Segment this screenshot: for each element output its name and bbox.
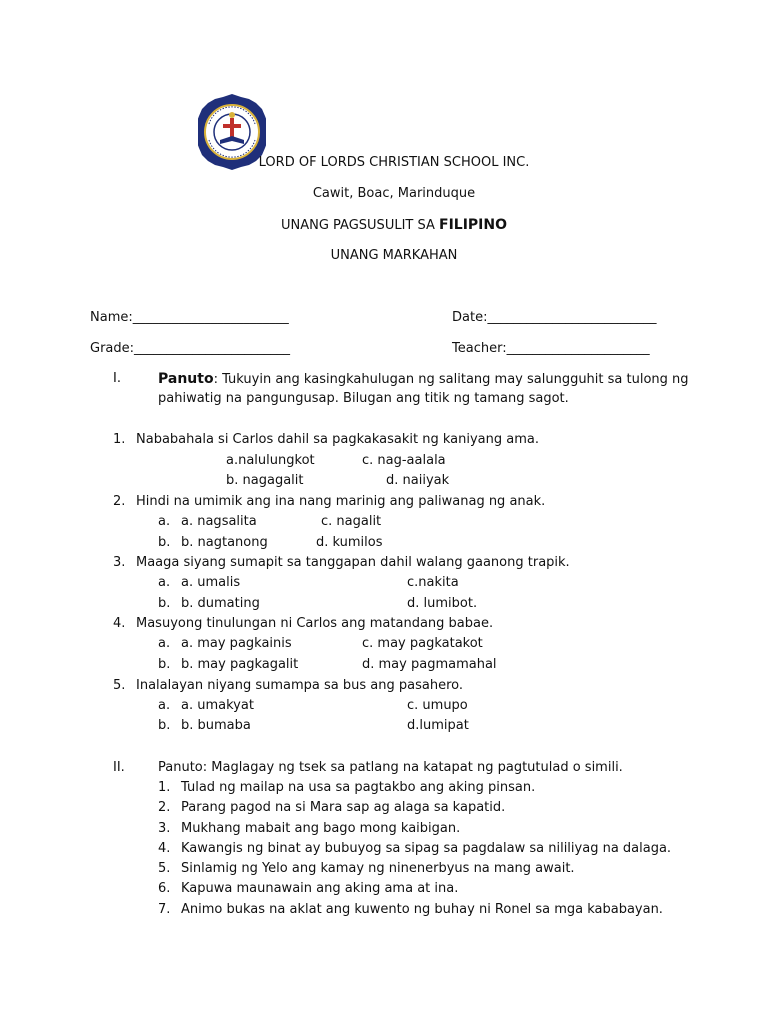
choice: a. nagsalita xyxy=(181,514,257,529)
item-number: 6. xyxy=(158,881,171,896)
school-name: LORD OF LORDS CHRISTIAN SCHOOL INC. xyxy=(258,155,530,170)
choice-bullet: a. xyxy=(158,698,171,713)
choice: c.nakita xyxy=(407,575,459,590)
item-text: Parang pagod na si Mara sap ag alaga sa kapatid. xyxy=(181,800,506,815)
question-text: Nababahala si Carlos dahil sa pagkakasakit ng kaniyang ama. xyxy=(136,432,539,447)
choice-bullet: a. xyxy=(158,575,171,590)
item-text: Mukhang mabait ang bago mong kaibigan. xyxy=(181,821,461,836)
teacher-field: Teacher:______________________ xyxy=(452,341,650,356)
question-number: 4. xyxy=(113,616,126,631)
choice: c. may pagkatakot xyxy=(362,636,483,651)
question-number: 2. xyxy=(113,494,126,509)
question-text: Masuyong tinulungan ni Carlos ang matandang babae. xyxy=(136,616,494,631)
part1-instruction xyxy=(158,371,689,388)
choice: a. may pagkainis xyxy=(181,636,292,651)
item-number: 2. xyxy=(158,800,171,815)
item-number: 7. xyxy=(158,902,171,917)
choice: c. nag-aalala xyxy=(362,453,446,468)
part1-numeral: I. xyxy=(113,371,121,386)
school-address: Cawit, Boac, Marinduque xyxy=(312,186,476,201)
choice: d. lumibot. xyxy=(407,596,478,611)
question-number: 5. xyxy=(113,678,126,693)
choice: c. umupo xyxy=(407,698,468,713)
choice-bullet: a. xyxy=(158,514,171,529)
exam-subject: FILIPINO xyxy=(439,217,507,233)
item-number: 5. xyxy=(158,861,171,876)
choice: a.nalulungkot xyxy=(226,453,315,468)
choice: d.lumipat xyxy=(407,718,469,733)
panuto-text-line1: : Tukuyin ang kasingkahulugan ng salitang may salungguhit sa tulong ng xyxy=(213,372,689,387)
item-number: 3. xyxy=(158,821,171,836)
exam-prefix: UNANG PAGSUSULIT SA xyxy=(280,218,439,233)
choice: b. nagtanong xyxy=(181,535,268,550)
grade-field: Grade:________________________ xyxy=(90,341,291,356)
item-text: Kapuwa maunawain ang aking ama at ina. xyxy=(181,881,459,896)
question-text: Hindi na umimik ang ina nang marinig ang paliwanag ng anak. xyxy=(136,494,546,509)
part2-instruction: Panuto: Maglagay ng tsek sa patlang na katapat ng pagtutulad o simili. xyxy=(158,760,623,775)
choice: b. dumating xyxy=(181,596,260,611)
choice: d. naiiyak xyxy=(386,473,450,488)
choice-bullet: a. xyxy=(158,636,171,651)
item-text: Kawangis ng binat ay bubuyog sa sipag sa pagdalaw sa nililiyag na dalaga. xyxy=(181,841,672,856)
question-text: Maaga siyang sumapit sa tanggapan dahil walang gaanong trapik. xyxy=(136,555,570,570)
choice: d. may pagmamahal xyxy=(362,657,497,672)
item-number: 4. xyxy=(158,841,171,856)
choice: a. umalis xyxy=(181,575,241,590)
quarter-title: UNANG MARKAHAN xyxy=(330,248,458,263)
choice: c. nagalit xyxy=(321,514,382,529)
choice: b. may pagkagalit xyxy=(181,657,299,672)
name-field: Name:________________________ xyxy=(90,310,289,325)
question-number: 3. xyxy=(113,555,126,570)
choice: d. kumilos xyxy=(316,535,383,550)
choice-bullet: b. xyxy=(158,535,171,550)
part2-numeral: II. xyxy=(113,760,125,775)
choice: a. umakyat xyxy=(181,698,254,713)
item-text: Tulad ng mailap na usa sa pagtakbo ang aking pinsan. xyxy=(181,780,536,795)
date-field: Date:__________________________ xyxy=(452,310,657,325)
panuto-label: Panuto xyxy=(158,371,214,387)
choice: b. bumaba xyxy=(181,718,251,733)
choice-bullet: b. xyxy=(158,718,171,733)
panuto-text-line2: pahiwatig na pangungusap. Bilugan ang titik ng tamang sagot. xyxy=(158,391,569,406)
item-text: Animo bukas na aklat ang kuwento ng buhay ni Ronel sa mga kababayan. xyxy=(181,902,663,917)
question-text: Inalalayan niyang sumampa sa bus ang pasahero. xyxy=(136,678,463,693)
question-number: 1. xyxy=(113,432,126,447)
choice: b. nagagalit xyxy=(226,473,304,488)
choice-bullet: b. xyxy=(158,596,171,611)
item-text: Sinlamig ng Yelo ang kamay ng ninenerbyus na mang await. xyxy=(181,861,575,876)
choice-bullet: b. xyxy=(158,657,171,672)
exam-title xyxy=(0,217,768,234)
item-number: 1. xyxy=(158,780,171,795)
